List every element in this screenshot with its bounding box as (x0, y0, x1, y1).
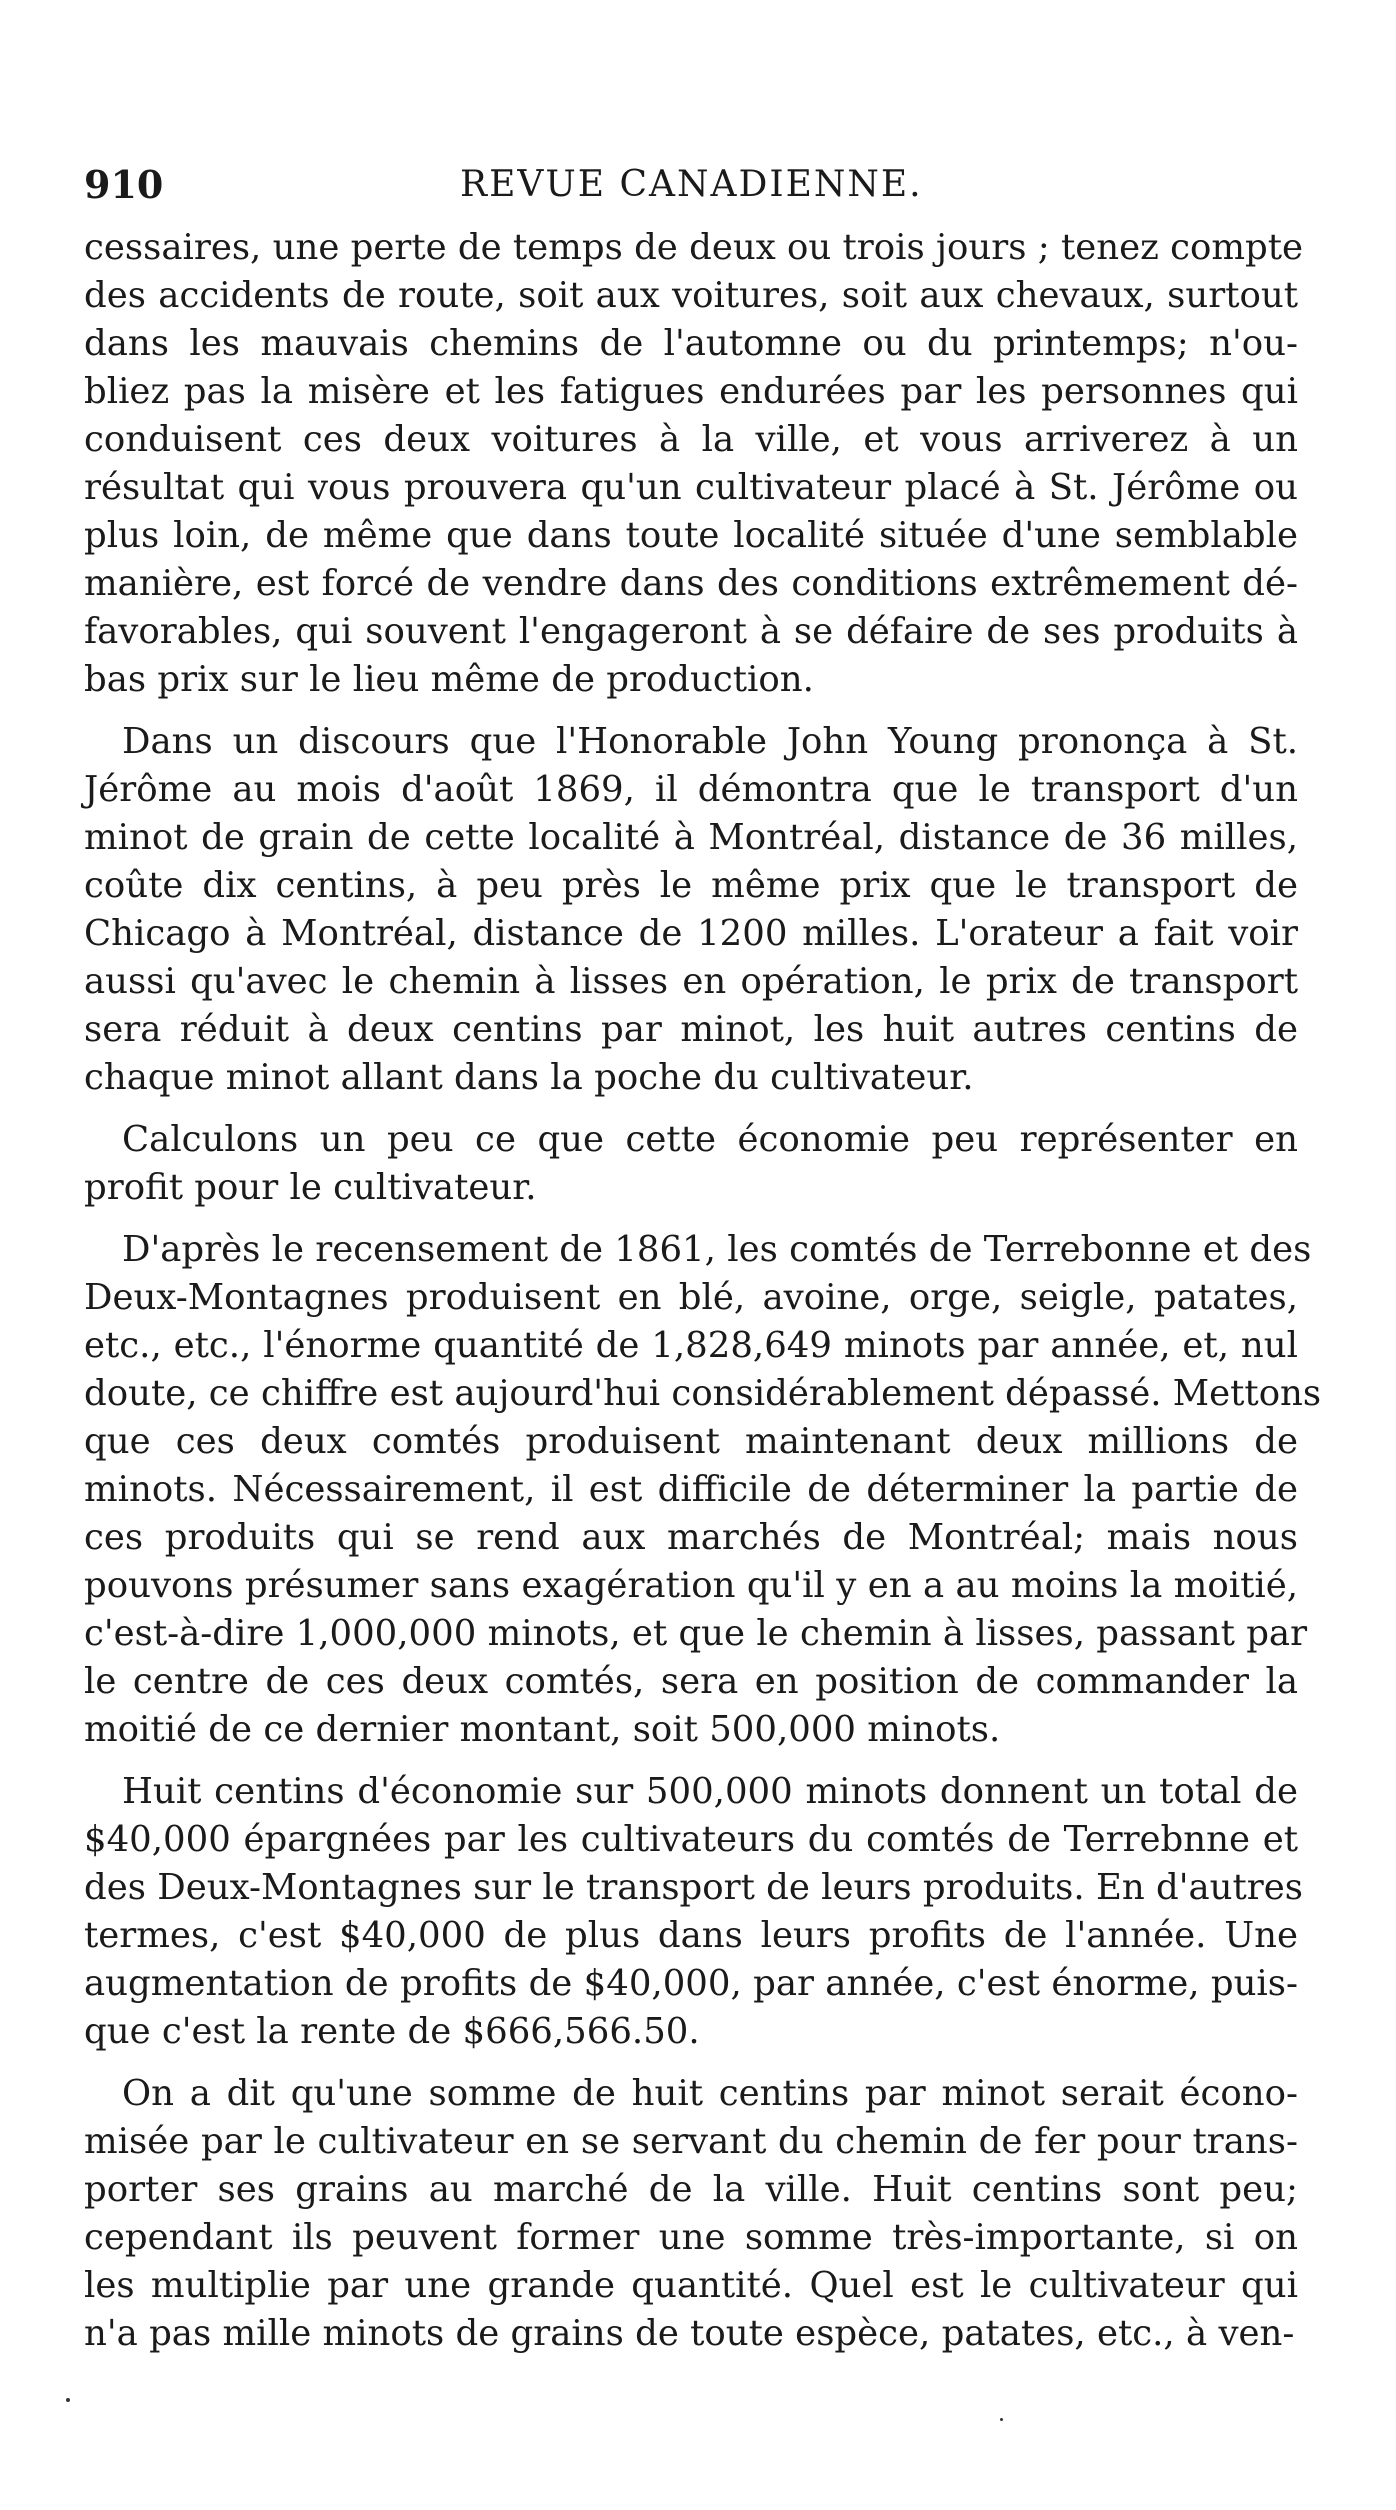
paragraph (84, 718, 1298, 1102)
text-line: pouvons présumer sans exagération qu'il y en a au moins la moitié, (84, 1565, 1298, 1606)
text-line: aussi qu'avec le chemin à lisses en opération, le prix de transport (84, 961, 1298, 1002)
text-line: misée par le cultivateur en se servant du chemin de fer pour trans- (84, 2121, 1298, 2162)
paragraph (84, 1116, 1298, 1212)
text-line: résultat qui vous prouvera qu'un cultivateur placé à St. Jérôme ou (84, 467, 1298, 508)
text-line: ces produits qui se rend aux marchés de Montréal; mais nous (84, 1517, 1298, 1558)
text-line: moitié de ce dernier montant, soit 500,000 minots. (84, 1709, 1001, 1750)
text-line: que ces deux comtés produisent maintenant deux millions de (84, 1421, 1298, 1462)
page-number: 910 (84, 162, 164, 207)
text-line: Huit centins d'économie sur 500,000 minots donnent un total de (122, 1771, 1298, 1812)
text-line: Deux-Montagnes produisent en blé, avoine, orge, seigle, patates, (84, 1277, 1298, 1318)
text-line: cessaires, une perte de temps de deux ou trois jours ; tenez compte (84, 227, 1303, 268)
text-line: des Deux-Montagnes sur le transport de leurs produits. En d'autres (84, 1867, 1303, 1908)
text-line: termes, c'est $40,000 de plus dans leurs profits de l'année. Une (84, 1915, 1298, 1956)
text-line: doute, ce chiffre est aujourd'hui considérablement dépassé. Mettons (84, 1373, 1322, 1414)
text-line: etc., etc., l'énorme quantité de 1,828,649 minots par année, et, nul (84, 1325, 1298, 1366)
page (84, 150, 1322, 2372)
text-line: D'après le recensement de 1861, les comtés de Terrebonne et des (122, 1229, 1312, 1270)
text-line: Dans un discours que l'Honorable John Young prononça à St. (122, 721, 1298, 762)
print-speck (66, 2398, 70, 2402)
text-line: bliez pas la misère et les fatigues endurées par les personnes qui (84, 371, 1298, 412)
paragraph (84, 224, 1303, 704)
running-head (84, 150, 1298, 210)
body-text (84, 224, 1322, 2358)
text-line: $40,000 épargnées par les cultivateurs du comtés de Terrebnne et (84, 1819, 1298, 1860)
text-line: chaque minot allant dans la poche du cultivateur. (84, 1057, 974, 1098)
text-line: Chicago à Montréal, distance de 1200 milles. L'orateur a fait voir (84, 913, 1298, 954)
paragraph (84, 1226, 1322, 1754)
journal-title: REVUE CANADIENNE. (460, 164, 923, 205)
text-line: plus loin, de même que dans toute localité située d'une semblable (84, 515, 1298, 556)
text-line: augmentation de profits de $40,000, par année, c'est énorme, puis- (84, 1963, 1298, 2004)
text-line: minots. Nécessairement, il est difficile de déterminer la partie de (84, 1469, 1298, 1510)
text-line: Jérôme au mois d'août 1869, il démontra que le transport d'un (84, 769, 1298, 810)
paragraph (84, 1768, 1303, 2056)
text-line: que c'est la rente de $666,566.50. (84, 2011, 700, 2052)
text-line: Calculons un peu ce que cette économie peu représenter en (122, 1119, 1298, 1160)
text-line: conduisent ces deux voitures à la ville, et vous arriverez à un (84, 419, 1298, 460)
text-line: minot de grain de cette localité à Montréal, distance de 36 milles, (84, 817, 1298, 858)
text-line: bas prix sur le lieu même de production. (84, 659, 814, 700)
text-line: dans les mauvais chemins de l'automne ou du printemps; n'ou- (84, 323, 1298, 364)
print-speck (1000, 2418, 1003, 2421)
text-line: les multiplie par une grande quantité. Quel est le cultivateur qui (84, 2265, 1298, 2306)
text-line: favorables, qui souvent l'engageront à se défaire de ses produits à (84, 611, 1298, 652)
text-line: manière, est forcé de vendre dans des conditions extrêmement dé- (84, 563, 1298, 604)
text-line: coûte dix centins, à peu près le même prix que le transport de (84, 865, 1298, 906)
paragraph (84, 2070, 1298, 2358)
text-line: cependant ils peuvent former une somme très-importante, si on (84, 2217, 1298, 2258)
text-line: c'est-à-dire 1,000,000 minots, et que le chemin à lisses, passant par (84, 1613, 1308, 1654)
text-line: On a dit qu'une somme de huit centins par minot serait écono- (122, 2073, 1298, 2114)
text-line: n'a pas mille minots de grains de toute espèce, patates, etc., à ven- (84, 2313, 1295, 2354)
text-line: profit pour le cultivateur. (84, 1167, 537, 1208)
text-line: le centre de ces deux comtés, sera en position de commander la (84, 1661, 1298, 1702)
text-line: sera réduit à deux centins par minot, les huit autres centins de (84, 1009, 1298, 1050)
text-line: porter ses grains au marché de la ville. Huit centins sont peu; (84, 2169, 1298, 2210)
text-line: des accidents de route, soit aux voitures, soit aux chevaux, surtout (84, 275, 1298, 316)
